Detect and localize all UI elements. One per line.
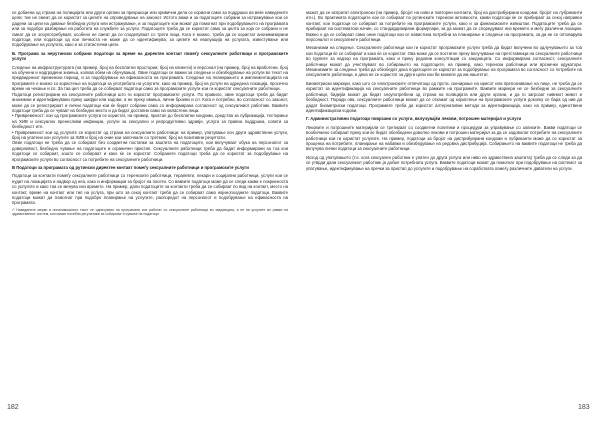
left-footnote: ¹⁰ Наведените мерки и понатамошниот текст се однесуваат на програмите кои работат со сексуалните работници во заедницата, а не на услугите во рамки на здравствениот систем, кои имаат посебни регулативи за собирање и чување на податоци. [12,207,288,217]
left-bullet-1: • Привременост: кои од програмските услуги се користат, на пример, пристап до бесплатни кондоми, средства за лубрикација, тестирање на ХИВ и сексуално пренесливи инфекции, услуги за сексуално и репродуктивно здравје, услуги за правна поддршка, совети за безбедност итн. [12,113,288,130]
left-section-heading-v: В Податоци за програмата од рутински директен контакт помеѓу сексуалните работници и програмските услуги [12,164,249,170]
left-paragraph-1: се добиени од страна на полицијата или други органи за прекршоци или кривични дела се корисни само за поддршка на веќе наведените цели; тие не смеат да се користат за целите на спроведување на законот. Истото важи и за податоците собрани за истражување кои се дадени за цели на давање безбедна услуга или истражување, и за податоците кои можат да помогнат при подобрувањето на програмата или за подобро разбирање на работата на службите за услуги. Податоците треба да се користат само за целта за која се собрани и не смеат да се злоупотребуваат, особено не смеат да се споделуваат со трети лица. Кога е можно, треба да се користат анонимизирани податоци, или податоци од кои личноста не може да се идентификува, за целите на евалуација на услугата, известување или подобрување на услугата, како и за статистички цели. [12,10,288,48]
right-paragraph-5: Исход од упатувањето (т.е. кога сексуален работник е упатен до друга услуга или ниво на здравствена заштита) треба да се следи за да се утврди дали сексуалниот работник ја добил потребната услуга. Ваквите податоци можат да помогнат при подобрување на системот за упатување, идентификување на пречки за пристап до услугите и подобрување на соработката помеѓу различните даватели на услуги. [306,154,582,171]
right-page-number: 183 [578,404,590,411]
right-paragraph-2: Механизми на следење. Сексуалните работници кои ги користат програмските услуги треба да бидат вклучени во одлучувањето за тоа кои податоци ќе се собираат и како ќе се користат. Ова може да се постигне преку вклучување на претставници на сексуалните работници во групите за надзор на програмата, како и преку редовни консултации со заедницата. Со информирана согласност, сексуалните работници можат да учествуваат во собирањето на податоците, на пример, како теренски работници или врснички едукатори. Механизмите за следење треба да обезбедат дека податоците се користат за подобрување на програмата во согласност со потребите на сексуалните работници, и дека не се користат за други цели кои би можеле да им наштетат. [306,45,582,78]
left-bullet-2: • Привременост кои од услугите се користат од страна на сексуалните работници: на пример, упатување кон други здравствени услуги, број на упатени кон услугите за ХИВ и број на оние кои започнале со третман; број на позитивни резултати. [12,129,288,140]
left-section-heading-b: Б. Програма за нерутински собрани податоци за време на директен контакт помеѓу сексуалните работници и програмските услуги [12,50,288,62]
right-page [306,10,582,414]
right-paragraph-3: Биометриски маркери, како што се електронските отпечатоци од прсти, скенирање на ирисот или препознавање на лице, не треба да се користат за идентификација на сексуалните работници во рамките на програмите. Ваквите маркери не се безбедни за сексуалните работници, бидејќи можат да бидат злоупотребени од страна на полицијата или други органи, и да го загрозат нивниот живот и безбедност. Поради ова, сексуалните работници можат да се откажат од користење на програмските услуги доколку се бара од нив да дадат биометриски податоци. Програмите треба да користат алтернативни методи за идентификација, како на пример, единствени идентификациски кодови. [306,80,582,113]
left-page-number: 182 [7,404,19,411]
left-paragraph-3: Податоци регистрирани на сексуалните работници што ги користат програмските услуги. По правило, овие податоци треба да бидат анонимни и идентификувани преку шифри или кодови, а не преку имиња, лични броеви и сл. Кога е потребно, во согласност со законот, може да се регистрираат и лични податоци кои ќе бидат собрани само со информирана согласност од сексуалниот работник. Ваквите податоци треба да се чуваат на безбедно место и да бидат достапни само на овластени лица. [12,91,288,113]
right-paragraph-1: можат да се испратат електронски (на пример, бројот на нови и повторни контакти, број на дистрибуирани кондоми, бројот на лубриканти итн.). Во практиката податоците кои се собираат по рутинските теренски активности, какви податоци ќе се прибираат за секој направен контакт, кои податоци се собираат за потребите на програмските услуги, како и за финансиските извештаи. Податоците треба да се прибираат на систематски начин, со стандардизирани формулари, за да можат да се споредуваат низ времето и меѓу различни локации. Важно е да се собираат само оние податоци кои се навистина потребни за планирање и следење на програмата, за да не се оптоварува персоналот и сексуалните работници. [306,10,582,43]
left-page [12,10,288,414]
left-paragraph-2: Следење на инфраструктурата (на пример, број на бесплатни простории; број на клиенти) и персонал (на пример, број на вработени, број на обучени и надградени знаења, колкав обем на обучувања). Овие податоци се важни за следење и обезбедување на услуги во текот на предвидениот временски период, и за подобрување на ефикасноста на програмата. Следење на планирањето и имплементацијата на програмите е можно со користење на податоци за употребата на услугите, како на пример, број на услуги на одредена локација, просечно време на чекање и сл. За таа цел треба да се собираат податоци само за програмските услуги кои ги користат сексуалните работници. [12,64,288,92]
right-section-heading-g: Г. Административни податоци поврзани со услуги, вклучувајќи лекови, потрошен материјал и услуги [306,116,522,122]
left-paragraph-5: Податоци за контакти помеѓу сексуалните работници со теренските работници, терапевти, лекари и социјални работници, услуги кои се нудат на локацијата и надвор од неа, како и информации за бројот на посети. Со ваквите податоци може да се следи каква е покриеноста со услугите и како таа се менува низ времето. На пример, дали податоците за контакти треба да се собираат по вид на контакт, место на контакт, време на контакт или тип на услуга, при што за секој контакт треба да се собираат само најнеопходните податоци. Ваквите податоци можат да помогнат при подобро планирање на услугите, распоредот на персоналот и подобрување на ефикасноста на програмата. [12,173,288,206]
right-paragraph-4: Лековите и потрошните материјали се третираат со соодветни политики и процедури за управување со залихите. Вакви податоци се вообичаено собираат преку кои ќе бидат обезбедени доволно лекови и потрошен материјал за да се задоволат потребите на сексуалните работници кои ги користат услугите. На пример, податоци за бројот на дистрибуирани кондоми и лубриканти може да се користат за проценка на потребите, планирање на набавки и обезбедување на редовна дистрибуција. Собирањето на ваквите податоци не треба да вклучува лични податоци за сексуалните работници. [306,124,582,152]
left-paragraph-4: Овие податоци не треба да се собираат без соодветни постапки за заштита на податоците, кои вклучуваат обука на персоналот за доверливост, безбедно чување на податоците и ограничен пристап. Сексуалните работници треба да бидат информирани за тоа кои податоци се собираат, зошто се собираат и како ќе се користат. Собраните податоци треба да се користат за подобрување на програмските услуги во согласност со потребите на сексуалните работници. [12,140,288,162]
